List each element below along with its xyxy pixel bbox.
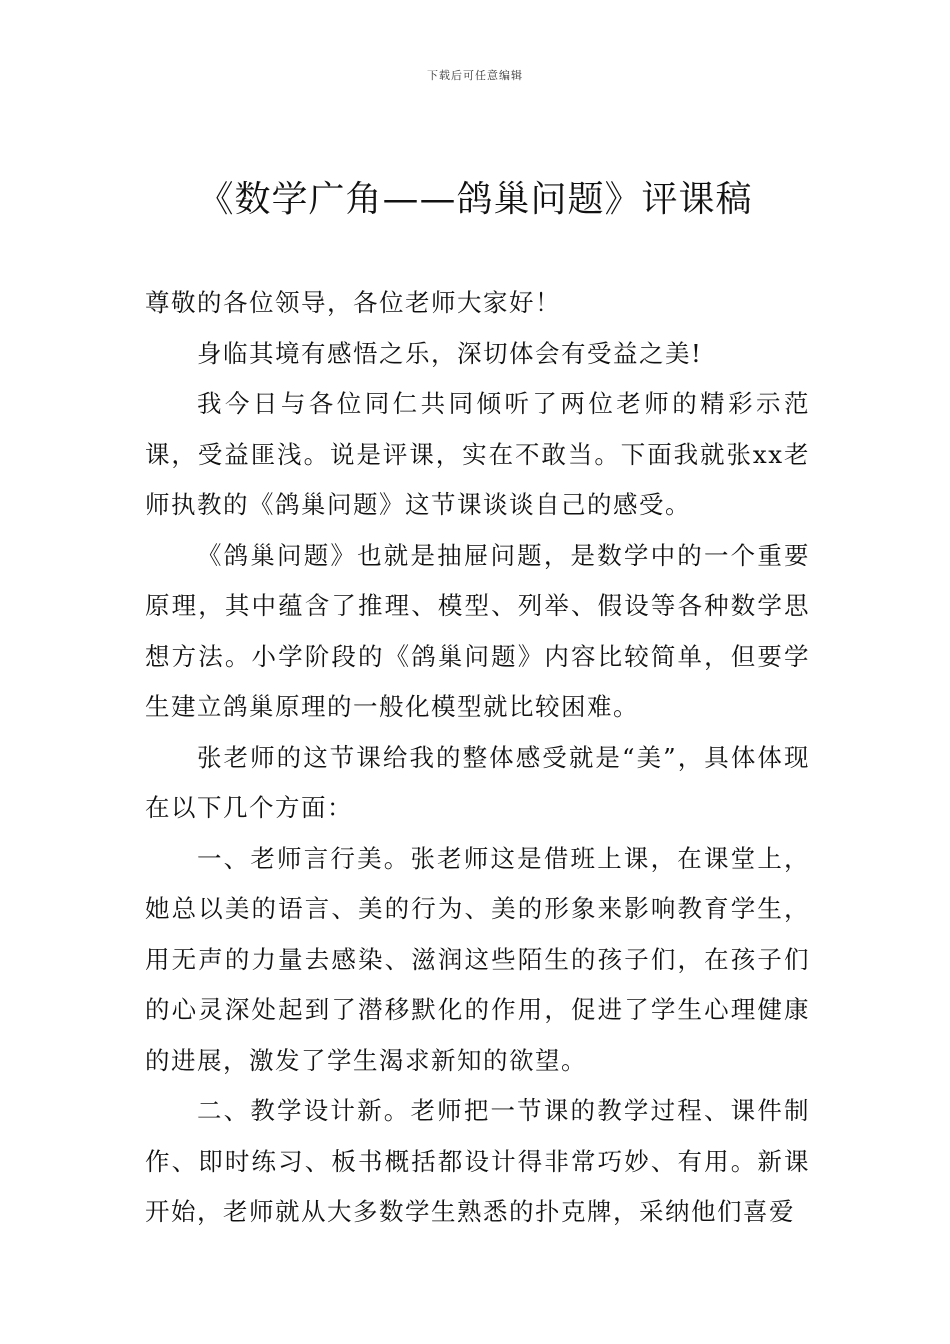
document-body — [145, 278, 810, 1238]
body-paragraph: 二、教学设计新。老师把一节课的教学过程、课件制作、即时练习、板书概括都设计得非常巧妙、有用。新课开始，老师就从大多数学生熟悉的扑克牌，采纳他们喜爱 — [145, 1096, 810, 1226]
body-paragraph: 我今日与各位同仁共同倾听了两位老师的精彩示范课，受益匪浅。说是评课，实在不敢当。下面我就张xx老师执教的《鸽巢问题》这节课谈谈自己的感受。 — [145, 389, 810, 519]
body-paragraph: 张老师的这节课给我的整体感受就是“美”，具体体现在以下几个方面： — [145, 742, 810, 822]
body-paragraph: 一、老师言行美。张老师这是借班上课，在课堂上，她总以美的语言、美的行为、美的形象来影响教育学生，用无声的力量去感染、滋润这些陌生的孩子们，在孩子们的心灵深处起到了潜移默化的作用，促进了学生心理健康的进展，激发了学生渴求新知的欲望。 — [145, 843, 810, 1075]
header-note: 下载后可任意编辑 — [427, 69, 523, 82]
document-title: 《数学广角——鸽巢问题》评课稿 — [197, 179, 753, 220]
greeting-paragraph: 尊敬的各位领导，各位老师大家好！ — [145, 288, 561, 317]
body-paragraph: 《鸽巢问题》也就是抽屉问题，是数学中的一个重要原理，其中蕴含了推理、模型、列举、假设等各种数学思想方法。小学阶段的《鸽巢问题》内容比较简单，但要学生建立鸽巢原理的一般化模型就比较困难。 — [145, 540, 810, 721]
body-paragraph: 身临其境有感悟之乐，深切体会有受益之美! — [197, 338, 703, 368]
